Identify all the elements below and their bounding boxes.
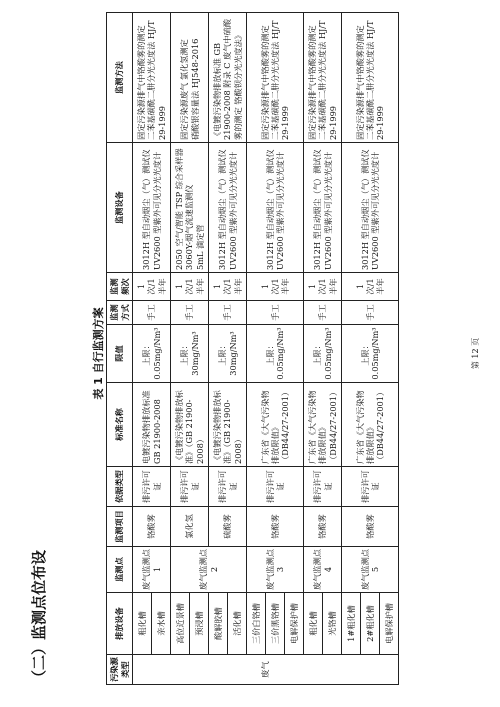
- freq-cell: 1 次/1 半年: [304, 273, 342, 301]
- device-cell: 3012H 型自动烟尘（气）测试仪 UV2600 型紫外可见分光光度计: [247, 143, 304, 273]
- freq-cell: 1 次/1 半年: [171, 273, 209, 301]
- table-row: [171, 13, 190, 685]
- limit-cell: 上限：0.05mg/Nm³: [133, 325, 171, 383]
- item-cell: 铬酸雾: [304, 507, 342, 547]
- equipment-cell: 三价白铬槽: [247, 593, 266, 655]
- item-cell: 硫酸雾: [209, 507, 247, 547]
- device-cell: 3012H 型自动烟尘（气）测试仪 UV2600 型紫外可见分光光度计: [342, 143, 399, 273]
- limit-cell: 上限：0.05mg/Nm³: [304, 325, 342, 383]
- equipment-cell: 电解保护槽: [285, 593, 304, 655]
- standard-cell: 广东省《大气污染物排放限值》（DB44/27-2001）: [247, 383, 304, 467]
- method-cell: 固定污染源排气中铬酸雾的测定 二苯基碳酰二肼分光光度法 HJ/T 29-1999: [133, 13, 171, 143]
- equipment-cell: 亲水槽: [152, 593, 171, 655]
- page-number: 第 12 页: [471, 337, 480, 370]
- equipment-cell: 粗化槽: [133, 593, 152, 655]
- basis-cell: 排污许可证: [133, 467, 171, 507]
- equipment-cell: 活化槽: [228, 593, 247, 655]
- mode-cell: 手工: [209, 301, 247, 325]
- table-row: [304, 13, 323, 685]
- limit-cell: 上限：30mg/Nm³: [171, 325, 209, 383]
- table-header-row: [107, 13, 133, 685]
- device-cell: 3012H 型自动烟尘（气）测试仪 UV2600 型紫外可见分光光度计: [133, 143, 171, 273]
- basis-cell: 排污许可证: [342, 467, 399, 507]
- freq-cell: 1 次/1 半年: [342, 273, 399, 301]
- freq-cell: 1 次/1 半年: [247, 273, 304, 301]
- point-cell: 废气监测点 4: [304, 547, 342, 593]
- equipment-cell: 2#粗化槽: [361, 593, 380, 655]
- freq-cell: 1 次/1 半年: [209, 273, 247, 301]
- mode-cell: 手工: [304, 301, 342, 325]
- mode-cell: 手工: [171, 301, 209, 325]
- source-type-cell: 废气: [133, 655, 399, 685]
- point-cell: 废气监测点 5: [342, 547, 399, 593]
- device-cell: 2050 空气/智能 TSP 综合采样器 3060Y-烟气流速监测仪 5mL 滴定管: [171, 143, 209, 273]
- method-cell: 固定污染源排气中铬酸雾的测定 二苯基碳酰二肼分光光度法 HJ/T 29-1999: [342, 13, 399, 143]
- header-cell: 监测方式: [107, 301, 133, 325]
- standard-cell: 《电镀污染物排放标准》（GB 21900-2008）: [209, 383, 247, 467]
- standard-cell: 《电镀污染物排放标准》（GB 21900-2008）: [171, 383, 209, 467]
- mode-cell: 手工: [133, 301, 171, 325]
- header-cell: 监测方法: [107, 13, 133, 143]
- method-cell: 《电镀污染物排放标准 GB 21900-2008 附录 C 废气中硫酸雾的测定 铬酸钡分光光度法》: [209, 13, 247, 143]
- device-cell: 3012H 型自动烟尘（气）测试仪 UV2600 型紫外可见分光光度计: [304, 143, 342, 273]
- standard-cell: 电镀污染物排放标准 GB 21900-2008: [133, 383, 171, 467]
- header-cell: 依据类型: [107, 467, 133, 507]
- basis-cell: 排污许可证: [209, 467, 247, 507]
- point-cell: 废气监测点 2: [171, 547, 247, 593]
- equipment-cell: 电解保护槽: [380, 593, 399, 655]
- limit-cell: 上限：0.05mg/Nm³: [247, 325, 304, 383]
- method-cell: 固定污染源排气中铬酸雾的测定 二苯基碳酰二肼分光光度法 HJ/T 29-1999: [247, 13, 304, 143]
- table-row: [247, 13, 266, 685]
- header-cell: 监测频次: [107, 273, 133, 301]
- basis-cell: 排污许可证: [304, 467, 342, 507]
- header-cell: 监测项目: [107, 507, 133, 547]
- header-cell: 排放设备: [107, 593, 133, 655]
- item-cell: 氯化氢: [171, 507, 209, 547]
- standard-cell: 广东省《大气污染物排放限值》（DB44/27-2001）: [304, 383, 342, 467]
- header-cell: 标准名称: [107, 383, 133, 467]
- equipment-cell: 三价黑铬槽: [266, 593, 285, 655]
- header-cell: 监测设备: [107, 143, 133, 273]
- item-cell: 铬酸雾: [133, 507, 171, 547]
- point-cell: 废气监测点 3: [247, 547, 304, 593]
- standard-cell: 广东省《大气污染物排放限值》（DB44/27-2001）: [342, 383, 399, 467]
- monitoring-plan-table: [106, 12, 399, 685]
- item-cell: 铬酸雾: [342, 507, 399, 547]
- method-cell: 固定污染源废气 氯化氢测定 硝酸银容量法 HJ548-2016: [171, 13, 209, 143]
- table-row: [342, 13, 361, 685]
- freq-cell: 1 次/1 半年: [133, 273, 171, 301]
- limit-cell: 上限：0.05mg/Nm³: [342, 325, 399, 383]
- table-row: [133, 13, 152, 685]
- equipment-cell: 酸解胶槽: [209, 593, 228, 655]
- point-cell: 废气监测点 1: [133, 547, 171, 593]
- header-cell: 监测点: [107, 547, 133, 593]
- header-cell: 污染源类型: [107, 655, 133, 685]
- table-caption: 表 1 自行监测方案: [92, 307, 105, 400]
- equipment-cell: 光铬槽: [323, 593, 342, 655]
- header-cell: 限值: [107, 325, 133, 383]
- section-heading: （二）监测点位布设: [30, 549, 48, 685]
- equipment-cell: 粗化槽: [304, 593, 323, 655]
- equipment-cell: 高位近景槽: [171, 593, 190, 655]
- mode-cell: 手工: [342, 301, 399, 325]
- limit-cell: 上限：30mg/Nm³: [209, 325, 247, 383]
- equipment-cell: 1#粗化槽: [342, 593, 361, 655]
- item-cell: 铬酸雾: [247, 507, 304, 547]
- basis-cell: 排污许可证: [247, 467, 304, 507]
- device-cell: 3012H 型自动烟尘（气）测试仪 UV2600 型紫外可见分光光度计: [209, 143, 247, 273]
- mode-cell: 手工: [247, 301, 304, 325]
- equipment-cell: 预浸槽: [190, 593, 209, 655]
- method-cell: 固定污染源排气中铬酸雾的测定 二苯基碳酰二肼分光光度法 HJ/T 29-1999: [304, 13, 342, 143]
- basis-cell: 排污许可证: [171, 467, 209, 507]
